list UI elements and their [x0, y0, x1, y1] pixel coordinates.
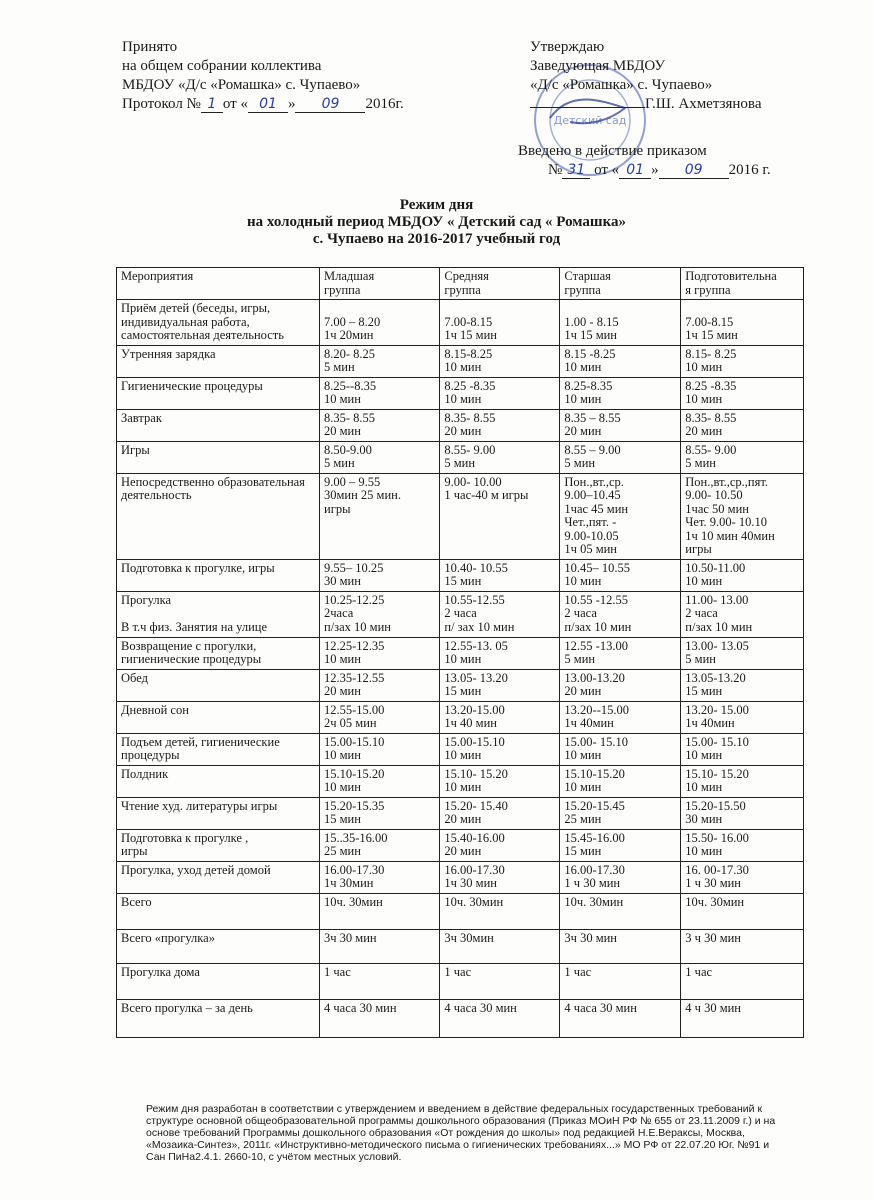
time-cell: 11.00- 13.00 2 часа п/зах 10 мин	[681, 591, 804, 637]
activity-cell: Обед	[117, 669, 320, 701]
time-cell: 10ч. 30мин	[320, 893, 440, 929]
time-cell: Пон.,вт.,ср.,пят. 9.00- 10.50 1час 50 мин Чет. 9.00- 10.10 1ч 10 мин 40мин игры	[681, 473, 804, 559]
accepted-meeting: на общем собрании коллектива	[122, 58, 322, 74]
schedule-table	[116, 267, 804, 1038]
time-cell: 9.00- 10.00 1 час-40 м игры	[440, 473, 560, 559]
time-cell: 10ч. 30мин	[560, 893, 681, 929]
introduced-label: Введено в действие приказом	[518, 143, 707, 159]
table-row	[117, 409, 804, 441]
time-cell: 13.00- 13.05 5 мин	[681, 637, 804, 669]
table-row	[117, 765, 804, 797]
table-body	[117, 300, 804, 1038]
time-cell: 16.00-17.30 1 ч 30 мин	[560, 861, 681, 893]
header-activities: Мероприятия	[117, 268, 320, 300]
table-row	[117, 473, 804, 559]
protocol-from: от «	[222, 96, 248, 112]
order-line	[518, 161, 771, 180]
table-row	[117, 893, 804, 929]
time-cell: 8.35- 8.55 20 мин	[681, 409, 804, 441]
time-cell: 15.50- 16.00 10 мин	[681, 829, 804, 861]
header-middle: Средняя группа	[440, 268, 560, 300]
time-cell: 12.25-12.35 10 мин	[320, 637, 440, 669]
title-line-3: с. Чупаево на 2016-2017 учебный год	[312, 231, 561, 247]
header-senior: Старшая группа	[560, 268, 681, 300]
table-row	[117, 701, 804, 733]
time-cell: 15.20-15.50 30 мин	[681, 797, 804, 829]
table-row	[117, 963, 804, 999]
table-row	[117, 861, 804, 893]
time-cell: 13.00-13.20 20 мин	[560, 669, 681, 701]
table-row	[117, 669, 804, 701]
time-cell: 15.10-15.20 10 мин	[560, 765, 681, 797]
activity-cell: Игры	[117, 441, 320, 473]
activity-cell: Прогулка дома	[117, 963, 320, 999]
time-cell: 15.10- 15.20 10 мин	[681, 765, 804, 797]
activity-cell: Подготовка к прогулке, игры	[117, 559, 320, 591]
time-cell: 15.00-15.10 10 мин	[320, 733, 440, 765]
document-title	[0, 197, 873, 248]
time-cell: 12.55 -13.00 5 мин	[560, 637, 681, 669]
protocol-prefix: Протокол №	[122, 96, 201, 112]
protocol-year: 2016г.	[365, 96, 404, 112]
time-cell: 7.00 – 8.20 1ч 20мин	[320, 300, 440, 346]
title-line-1: Режим дня	[399, 197, 474, 213]
time-cell: 15.40-16.00 20 мин	[440, 829, 560, 861]
time-cell: 8.25 -8.35 10 мин	[681, 377, 804, 409]
time-cell: 15.10- 15.20 10 мин	[440, 765, 560, 797]
accepted-org: МБДОУ «Д/с «Ромашка» с. Чупаево»	[122, 77, 361, 93]
activity-cell: Утренняя зарядка	[117, 345, 320, 377]
table-row	[117, 829, 804, 861]
time-cell: 16.00-17.30 1ч 30 мин	[440, 861, 560, 893]
time-cell: 10.25-12.25 2часа п/зах 10 мин	[320, 591, 440, 637]
approved-org: «Д/с «Ромашка» с. Чупаево»	[530, 77, 713, 93]
time-cell: 4 часа 30 мин	[560, 999, 681, 1037]
time-cell: 15.45-16.00 15 мин	[560, 829, 681, 861]
time-cell: 8.55 – 9.00 5 мин	[560, 441, 681, 473]
time-cell: 1 час	[681, 963, 804, 999]
approved-block	[530, 38, 761, 114]
time-cell: 10ч. 30мин	[440, 893, 560, 929]
time-cell: Пон.,вт.,ср. 9.00–10.45 1час 45 мин Чет.,пят. - 9.00-10.05 1ч 05 мин	[560, 473, 681, 559]
order-day: 01	[619, 163, 651, 179]
time-cell: 4 часа 30 мин	[320, 999, 440, 1037]
time-cell: 8.55- 9.00 5 мин	[681, 441, 804, 473]
time-cell: 1 час	[320, 963, 440, 999]
protocol-number: 1	[201, 97, 223, 113]
introduced-block	[518, 142, 771, 180]
time-cell: 15.00- 15.10 10 мин	[681, 733, 804, 765]
activity-cell: Возвращение с прогулки, гигиенические процедуры	[117, 637, 320, 669]
time-cell: 10ч. 30мин	[681, 893, 804, 929]
protocol-day: 01	[248, 97, 288, 113]
time-cell: 13.20--15.00 1ч 40мин	[560, 701, 681, 733]
order-prefix: №	[548, 162, 563, 178]
activity-cell: Прогулка, уход детей домой	[117, 861, 320, 893]
time-cell: 10.45– 10.55 10 мин	[560, 559, 681, 591]
time-cell: 12.55-13. 05 10 мин	[440, 637, 560, 669]
time-cell: 12.55-15.00 2ч 05 мин	[320, 701, 440, 733]
header-preparatory: Подготовительна я группа	[681, 268, 804, 300]
activity-cell: Приём детей (беседы, игры, индивидуальная работа, самостоятельная деятельность	[117, 300, 320, 346]
time-cell: 4 часа 30 мин	[440, 999, 560, 1037]
table-row	[117, 441, 804, 473]
time-cell: 3ч 30мин	[440, 929, 560, 963]
time-cell: 13.05- 13.20 15 мин	[440, 669, 560, 701]
time-cell: 15.00-15.10 10 мин	[440, 733, 560, 765]
time-cell: 10.50-11.00 10 мин	[681, 559, 804, 591]
activity-cell: Полдник	[117, 765, 320, 797]
activity-cell: Чтение худ. литературы игры	[117, 797, 320, 829]
time-cell: 13.05-13.20 15 мин	[681, 669, 804, 701]
time-cell: 8.25--8.35 10 мин	[320, 377, 440, 409]
time-cell: 3ч 30 мин	[320, 929, 440, 963]
time-cell: 8.15-8.25 10 мин	[440, 345, 560, 377]
table-header-row	[117, 268, 804, 300]
time-cell: 10.55-12.55 2 часа п/ зах 10 мин	[440, 591, 560, 637]
time-cell: 4 ч 30 мин	[681, 999, 804, 1037]
time-cell: 8.25-8.35 10 мин	[560, 377, 681, 409]
stamp-text: Детский сад	[553, 114, 627, 127]
time-cell: 8.15- 8.25 10 мин	[681, 345, 804, 377]
time-cell: 7.00-8.15 1ч 15 мин	[440, 300, 560, 346]
table-row	[117, 377, 804, 409]
approved-signer: Г.Ш. Ахметзянова	[645, 96, 762, 112]
time-cell: 3 ч 30 мин	[681, 929, 804, 963]
time-cell: 8.35- 8.55 20 мин	[320, 409, 440, 441]
protocol-line	[122, 95, 404, 114]
time-cell: 9.55– 10.25 30 мин	[320, 559, 440, 591]
accepted-label: Принято	[122, 39, 178, 55]
time-cell: 16. 00-17.30 1 ч 30 мин	[681, 861, 804, 893]
time-cell: 3ч 30 мин	[560, 929, 681, 963]
activity-cell: Всего	[117, 893, 320, 929]
activity-cell: Всего «прогулка»	[117, 929, 320, 963]
time-cell: 10.40- 10.55 15 мин	[440, 559, 560, 591]
time-cell: 1 час	[560, 963, 681, 999]
time-cell: 7.00-8.15 1ч 15 мин	[681, 300, 804, 346]
protocol-sep: »	[287, 96, 296, 112]
time-cell: 8.25 -8.35 10 мин	[440, 377, 560, 409]
time-cell: 1.00 - 8.15 1ч 15 мин	[560, 300, 681, 346]
table-row	[117, 591, 804, 637]
time-cell: 8.15 -8.25 10 мин	[560, 345, 681, 377]
table-row	[117, 300, 804, 346]
protocol-month: 09	[295, 97, 365, 113]
approved-head: Заведующая МБДОУ	[530, 58, 666, 74]
order-from: от «	[594, 162, 620, 178]
time-cell: 13.20- 15.00 1ч 40мин	[681, 701, 804, 733]
time-cell: 8.35- 8.55 20 мин	[440, 409, 560, 441]
time-cell: 16.00-17.30 1ч 30мин	[320, 861, 440, 893]
header-junior: Младшая группа	[320, 268, 440, 300]
time-cell: 8.35 – 8.55 20 мин	[560, 409, 681, 441]
table-row	[117, 929, 804, 963]
activity-cell: Всего прогулка – за день	[117, 999, 320, 1037]
title-line-2: на холодный период МБДОУ « Детский сад « Ромашка»	[247, 214, 626, 230]
table-row	[117, 797, 804, 829]
activity-cell: Непосредственно образовательная деятельность	[117, 473, 320, 559]
time-cell: 8.20- 8.25 5 мин	[320, 345, 440, 377]
time-cell: 12.35-12.55 20 мин	[320, 669, 440, 701]
footnote: Режим дня разработан в соответствии с утверждением и введением в действие федеральных государственных требований к структуре основной общеобразовательной программы дошкольного образования (Приказ МОиН РФ № 655 от 23.11.2009 г.) и на основе требований Программы дошкольного образования «От рождения до школы» под редакцией Н.Е.Вераксы, Москва, «Мозаика-Синтез», 2011г. «Инструктивно-методического письма о гигиенических требованиях...» МО РФ от 22.07.20 Юг. №91 и Сан ПиНа2.4.1. 2660-10, с учётом местных условий.	[146, 1103, 776, 1163]
table-row	[117, 999, 804, 1037]
activity-cell: Подготовка к прогулке , игры	[117, 829, 320, 861]
activity-cell: Завтрак	[117, 409, 320, 441]
activity-cell: Прогулка В т.ч физ. Занятия на улице	[117, 591, 320, 637]
activity-cell: Дневной сон	[117, 701, 320, 733]
order-year: 2016 г.	[728, 162, 771, 178]
time-cell: 10.55 -12.55 2 часа п/зах 10 мин	[560, 591, 681, 637]
table-row	[117, 559, 804, 591]
table-row	[117, 345, 804, 377]
time-cell: 13.20-15.00 1ч 40 мин	[440, 701, 560, 733]
approved-signer-line	[530, 95, 761, 114]
time-cell: 15.00- 15.10 10 мин	[560, 733, 681, 765]
time-cell: 9.00 – 9.55 30мин 25 мин. игры	[320, 473, 440, 559]
order-month: 09	[659, 163, 729, 179]
time-cell: 8.50-9.00 5 мин	[320, 441, 440, 473]
time-cell: 15.20-15.35 15 мин	[320, 797, 440, 829]
time-cell: 1 час	[440, 963, 560, 999]
table-row	[117, 637, 804, 669]
time-cell: 15.10-15.20 10 мин	[320, 765, 440, 797]
order-sep: »	[651, 162, 659, 178]
approved-label: Утверждаю	[530, 39, 605, 55]
accepted-block	[122, 38, 404, 114]
time-cell: 15.20- 15.40 20 мин	[440, 797, 560, 829]
activity-cell: Гигиенические процедуры	[117, 377, 320, 409]
time-cell: 8.55- 9.00 5 мин	[440, 441, 560, 473]
time-cell: 15..35-16.00 25 мин	[320, 829, 440, 861]
activity-cell: Подъем детей, гигиенические процедуры	[117, 733, 320, 765]
order-number: 31	[562, 163, 590, 179]
table-row	[117, 733, 804, 765]
time-cell: 15.20-15.45 25 мин	[560, 797, 681, 829]
